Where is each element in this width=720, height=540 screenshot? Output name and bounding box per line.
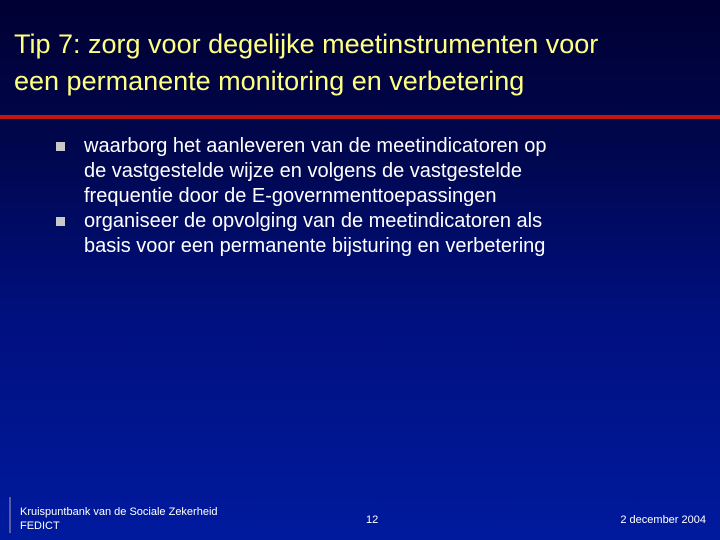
footer-organization-line-1: Kruispuntbank van de Sociale Zekerheid <box>20 506 218 518</box>
bullet-2-line-2: basis voor een permanente bijsturing en verbetering <box>84 235 546 257</box>
bullet-2-line-1: organiseer de opvolging van de meetindicatoren als <box>84 210 543 232</box>
bullet-list <box>55 134 695 259</box>
bullet-1-line-1: waarborg het aanleveren van de meetindicatoren op <box>84 135 547 157</box>
slide-title <box>14 26 714 100</box>
bullet-item-2 <box>55 209 695 259</box>
bullet-item-1 <box>55 134 695 209</box>
footer-accent-bar <box>9 497 11 533</box>
slide-title-line-1: Tip 7: zorg voor degelijke meetinstrumenten voor <box>14 29 599 59</box>
footer-organization-line-2: FEDICT <box>20 520 60 532</box>
square-bullet-icon <box>56 217 65 226</box>
bullet-1-line-3: frequentie door de E-governmenttoepassingen <box>84 185 497 207</box>
square-bullet-icon <box>56 142 65 151</box>
page-number: 12 <box>366 514 379 526</box>
footer-organization <box>20 505 218 533</box>
slide-title-line-2: een permanente monitoring en verbetering <box>14 66 525 96</box>
footer-date: 2 december 2004 <box>620 514 706 526</box>
bullet-1-line-2: de vastgestelde wijze en volgens de vastgestelde <box>84 160 523 182</box>
title-divider <box>0 115 720 119</box>
